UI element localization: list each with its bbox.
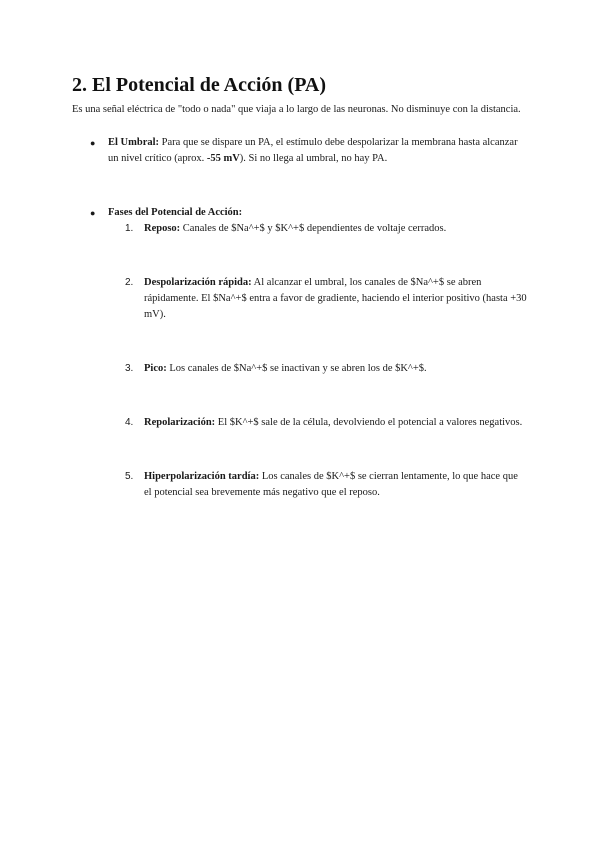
bullet-icon: ● — [90, 208, 96, 218]
phase-number: 2. — [125, 277, 134, 288]
phase-text: El $K^+$ sale de la célula, devolviendo el potencial a valores negativos. — [215, 417, 523, 428]
phase-label: Hiperpolarización tardía: — [144, 471, 260, 482]
phase-label: Reposo: — [144, 223, 181, 234]
list-item-umbral — [72, 135, 528, 167]
bullet-icon: ● — [90, 138, 96, 148]
page-title: 2. El Potencial de Acción (PA) — [72, 74, 327, 96]
phase-number: 1. — [125, 223, 134, 234]
phase-item-despolarizacion — [108, 275, 528, 323]
umbral-text-after: ). Si no llega al umbral, no hay PA. — [239, 153, 388, 164]
phase-text: Canales de $Na^+$ y $K^+$ dependientes de voltaje cerrados. — [180, 223, 447, 234]
document-page — [72, 72, 528, 501]
umbral-text-before: Para que se dispare un PA, el estímulo debe despolarizar la membrana hasta alcanzar un nivel crítico (aprox. — [108, 137, 518, 164]
umbral-value: -55 mV — [206, 153, 240, 164]
list-item-fases — [72, 205, 528, 501]
phase-text: Los canales de $Na^+$ se inactivan y se abren los de $K^+$. — [166, 363, 427, 374]
phase-item-hiperpolarizacion — [108, 469, 528, 501]
phase-number: 3. — [125, 363, 134, 374]
phase-item-reposo — [108, 221, 528, 237]
bullet-list — [72, 135, 528, 501]
phase-label: Despolarización rápida: — [144, 277, 252, 288]
intro-paragraph: Es una señal eléctrica de "todo o nada" que viaja a lo largo de las neuronas. No disminuye con la distancia. — [72, 104, 521, 115]
phase-item-pico — [108, 361, 528, 377]
phase-text: Al alcanzar el umbral, los canales de $Na^+$ se abren rápidamente. El $Na^+$ entra a favor de gradiente, haciendo el interior positivo (hasta +30 mV). — [144, 277, 527, 320]
phase-label: Pico: — [144, 363, 167, 374]
phases-list — [108, 221, 528, 501]
phase-number: 4. — [125, 417, 134, 428]
phase-text: Los canales de $K^+$ se cierran lentamente, lo que hace que el potencial sea brevemente más negativo que el reposo. — [144, 471, 518, 498]
phase-item-repolarizacion — [108, 415, 528, 431]
phase-label: Repolarización: — [144, 417, 216, 428]
umbral-label: El Umbral: — [108, 137, 160, 148]
phase-number: 5. — [125, 471, 134, 482]
fases-label: Fases del Potencial de Acción: — [108, 207, 243, 218]
